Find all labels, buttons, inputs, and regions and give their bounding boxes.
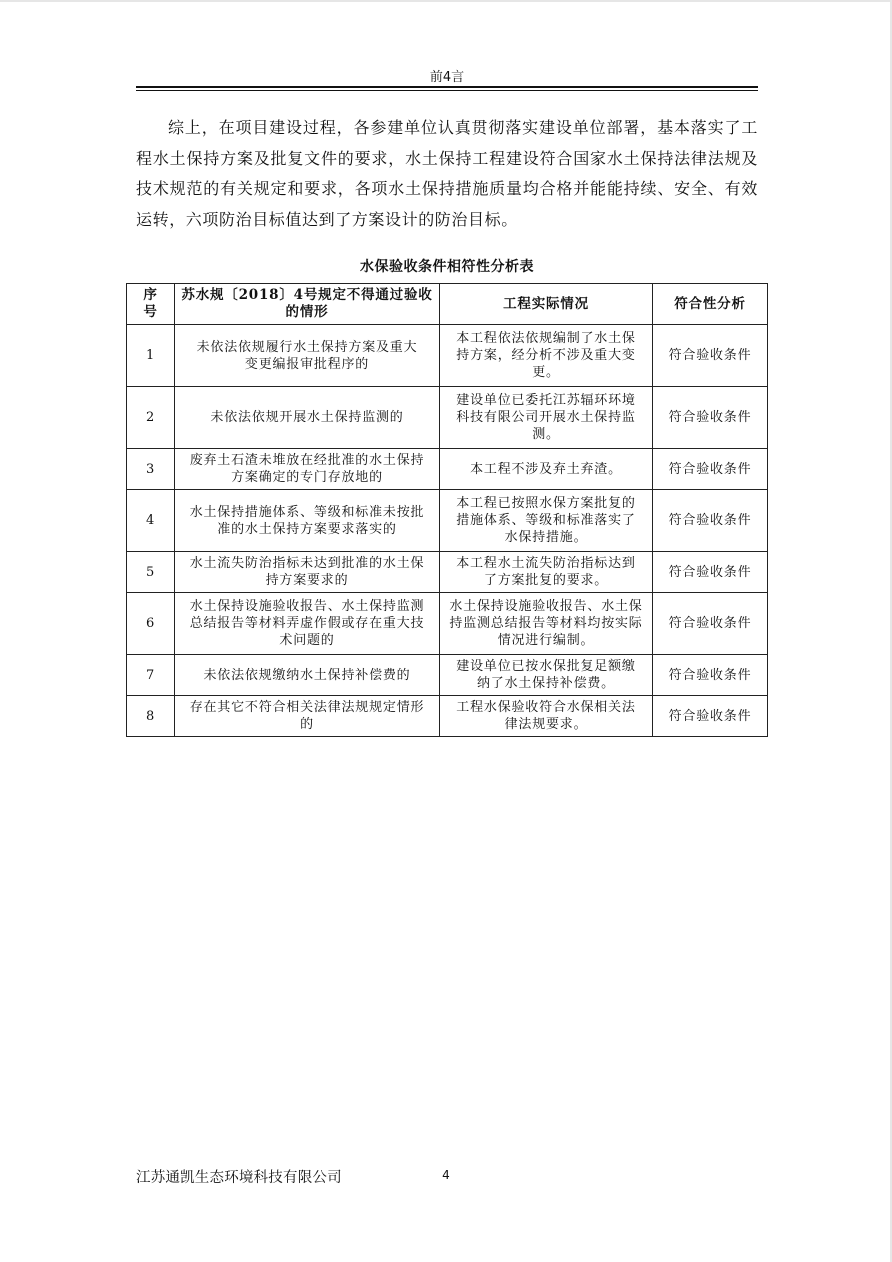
header-serial-number: 序号	[127, 284, 175, 325]
page-top-border	[0, 0, 892, 2]
row-condition: 未依法依规开展水土保持监测的	[175, 387, 440, 449]
row-number: 6	[127, 593, 175, 655]
row-result: 符合验收条件	[653, 552, 768, 593]
row-number: 7	[127, 655, 175, 696]
table-title: 水保验收条件相符性分析表	[360, 259, 534, 275]
row-result: 符合验收条件	[653, 655, 768, 696]
header-actual-situation: 工程实际情况	[440, 284, 653, 325]
header-rule-thin	[136, 90, 758, 91]
row-actual: 建设单位已委托江苏辐环环境科技有限公司开展水土保持监测。	[440, 387, 653, 449]
table-row	[127, 490, 768, 552]
row-actual: 本工程水土流失防治指标达到了方案批复的要求。	[440, 552, 653, 593]
row-condition: 存在其它不符合相关法律法规规定情形的	[175, 696, 440, 737]
page-header-title: 前4言	[429, 70, 465, 85]
row-condition: 未依法依规履行水土保持方案及重大变更编报审批程序的	[175, 325, 440, 387]
header-compliance: 符合性分析	[653, 284, 768, 325]
row-number: 5	[127, 552, 175, 593]
table-row	[127, 696, 768, 737]
table-row	[127, 552, 768, 593]
row-result: 符合验收条件	[653, 490, 768, 552]
footer-company-name: 江苏通凯生态环境科技有限公司	[136, 1170, 342, 1186]
table-row	[127, 387, 768, 449]
footer-page-number: 4	[442, 1168, 450, 1182]
body-paragraph: 综上，在项目建设过程，各参建单位认真贯彻落实建设单位部署，基本落实了工程水土保持方案及批复文件的要求，水土保持工程建设符合国家水土保持法律法规及技术规范的有关规定和要求，各项水土保持措施质量均合格并能能持续、安全、有效运转，六项防治目标值达到了方案设计的防治目标。	[136, 118, 758, 229]
row-condition: 水土保持措施体系、等级和标准未按批准的水土保持方案要求落实的	[175, 490, 440, 552]
table-row	[127, 449, 768, 490]
row-actual: 本工程已按照水保方案批复的措施体系、等级和标准落实了水保持措施。	[440, 490, 653, 552]
row-actual: 水土保持设施验收报告、水土保持监测总结报告等材料均按实际情况进行编制。	[440, 593, 653, 655]
row-number: 4	[127, 490, 175, 552]
row-result: 符合验收条件	[653, 696, 768, 737]
compliance-table	[126, 283, 768, 737]
row-number: 3	[127, 449, 175, 490]
row-actual: 本工程依法依规编制了水土保持方案，经分析不涉及重大变更。	[440, 325, 653, 387]
table-row	[127, 655, 768, 696]
row-actual: 本工程不涉及弃土弃渣。	[440, 449, 653, 490]
row-number: 1	[127, 325, 175, 387]
row-condition: 废弃土石渣未堆放在经批准的水土保持方案确定的专门存放地的	[175, 449, 440, 490]
row-result: 符合验收条件	[653, 387, 768, 449]
row-result: 符合验收条件	[653, 325, 768, 387]
row-condition: 水土流失防治指标未达到批准的水土保持方案要求的	[175, 552, 440, 593]
row-actual: 工程水保验收符合水保相关法律法规要求。	[440, 696, 653, 737]
row-actual: 建设单位已按水保批复足额缴纳了水土保持补偿费。	[440, 655, 653, 696]
header-condition: 苏水规〔2018〕4号规定不得通过验收的情形	[175, 284, 440, 325]
row-result: 符合验收条件	[653, 449, 768, 490]
row-condition: 未依法依规缴纳水土保持补偿费的	[175, 655, 440, 696]
row-number: 2	[127, 387, 175, 449]
row-condition: 水土保持设施验收报告、水土保持监测总结报告等材料弄虚作假或存在重大技术问题的	[175, 593, 440, 655]
row-number: 8	[127, 696, 175, 737]
row-result: 符合验收条件	[653, 593, 768, 655]
table-header-row	[127, 284, 768, 325]
table-row	[127, 593, 768, 655]
header-rule-thick	[136, 86, 758, 88]
table-row	[127, 325, 768, 387]
